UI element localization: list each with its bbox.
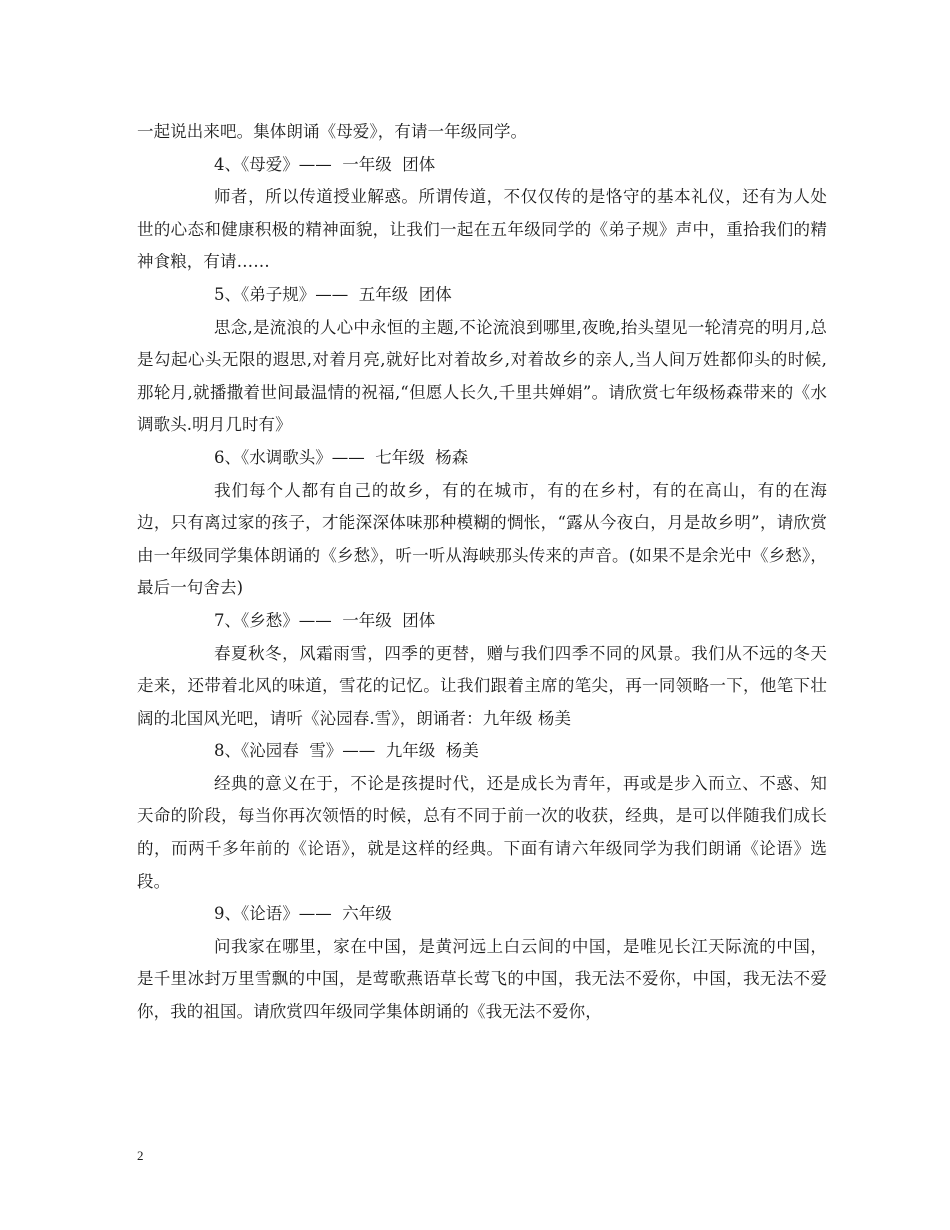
body-paragraph: 思念,是流浪的人心中永恒的主题,不论流浪到哪里,夜晚,抬头望见一轮清亮的明月,总是勾起心头无限的遐思,对着月亮,就好比对着故乡,对着故乡的亲人,当人间万姓都仰头的时候,那轮月,就播撒着世间最温情的祝福,“但愿人长久,千里共婵娟”。请欣赏七年级杨森带来的《水调歌头.明月几时有》 [137,317,827,435]
body-paragraph: 春夏秋冬，风霜雨雪，四季的更替，赠与我们四季不同的风景。我们从不远的冬天走来，还带着北风的味道，雪花的记忆。让我们跟着主席的笔尖，再一同领略一下，他笔下壮阔的北国风光吧，请听《沁园春.雪》，朗诵者：九年级 杨美 [137,643,827,728]
program-item-heading: 8、《沁园春 雪》—— 九年级 杨美 [214,741,479,761]
body-paragraph: 问我家在哪里，家在中国，是黄河远上白云间的中国，是唯见长江天际流的中国，是千里冰封万里雪飘的中国，是莺歌燕语草长莺飞的中国，我无法不爱你，中国，我无法不爱你，我的祖国。请欣赏四年级同学集体朗诵的《我无法不爱你， [137,936,827,1022]
program-item-heading: 6、《水调歌头》—— 七年级 杨森 [214,447,469,467]
program-item-heading: 9、《论语》—— 六年级 [214,904,392,924]
body-paragraph: 一起说出来吧。集体朗诵《母爱》，有请一年级同学。 [137,122,528,141]
body-paragraph: 我们每个人都有自己的故乡，有的在城市，有的在乡村，有的在高山，有的在海边，只有离过家的孩子，才能深深体味那种模糊的惆怅，“露从今夜白，月是故乡明”，请欣赏由一年级同学集体朗诵的《乡愁》，听一听从海峡那头传来的声音。(如果不是余光中《乡愁》，最后一句舍去) [137,480,827,598]
program-item-heading: 4、《母爱》—— 一年级 团体 [214,154,436,174]
program-item-heading: 7、《乡愁》—— 一年级 团体 [214,610,436,630]
body-paragraph: 经典的意义在于，不论是孩提时代，还是成长为青年，再或是步入而立、不惑、知天命的阶段，每当你再次领悟的时候，总有不同于前一次的收获，经典，是可以伴随我们成长的，而两千多年前的《论语》，就是这样的经典。下面有请六年级同学为我们朗诵《论语》选段。 [137,773,827,891]
program-item-heading: 5、《弟子规》—— 五年级 团体 [214,284,452,304]
page-number: 2 [137,1148,144,1163]
body-paragraph: 师者，所以传道授业解惑。所谓传道，不仅仅传的是恪守的基本礼仪，还有为人处世的心态和健康积极的精神面貌，让我们一起在五年级同学的《弟子规》声中，重拾我们的精神食粮，有请…… [137,187,827,272]
document-body [137,116,827,1029]
